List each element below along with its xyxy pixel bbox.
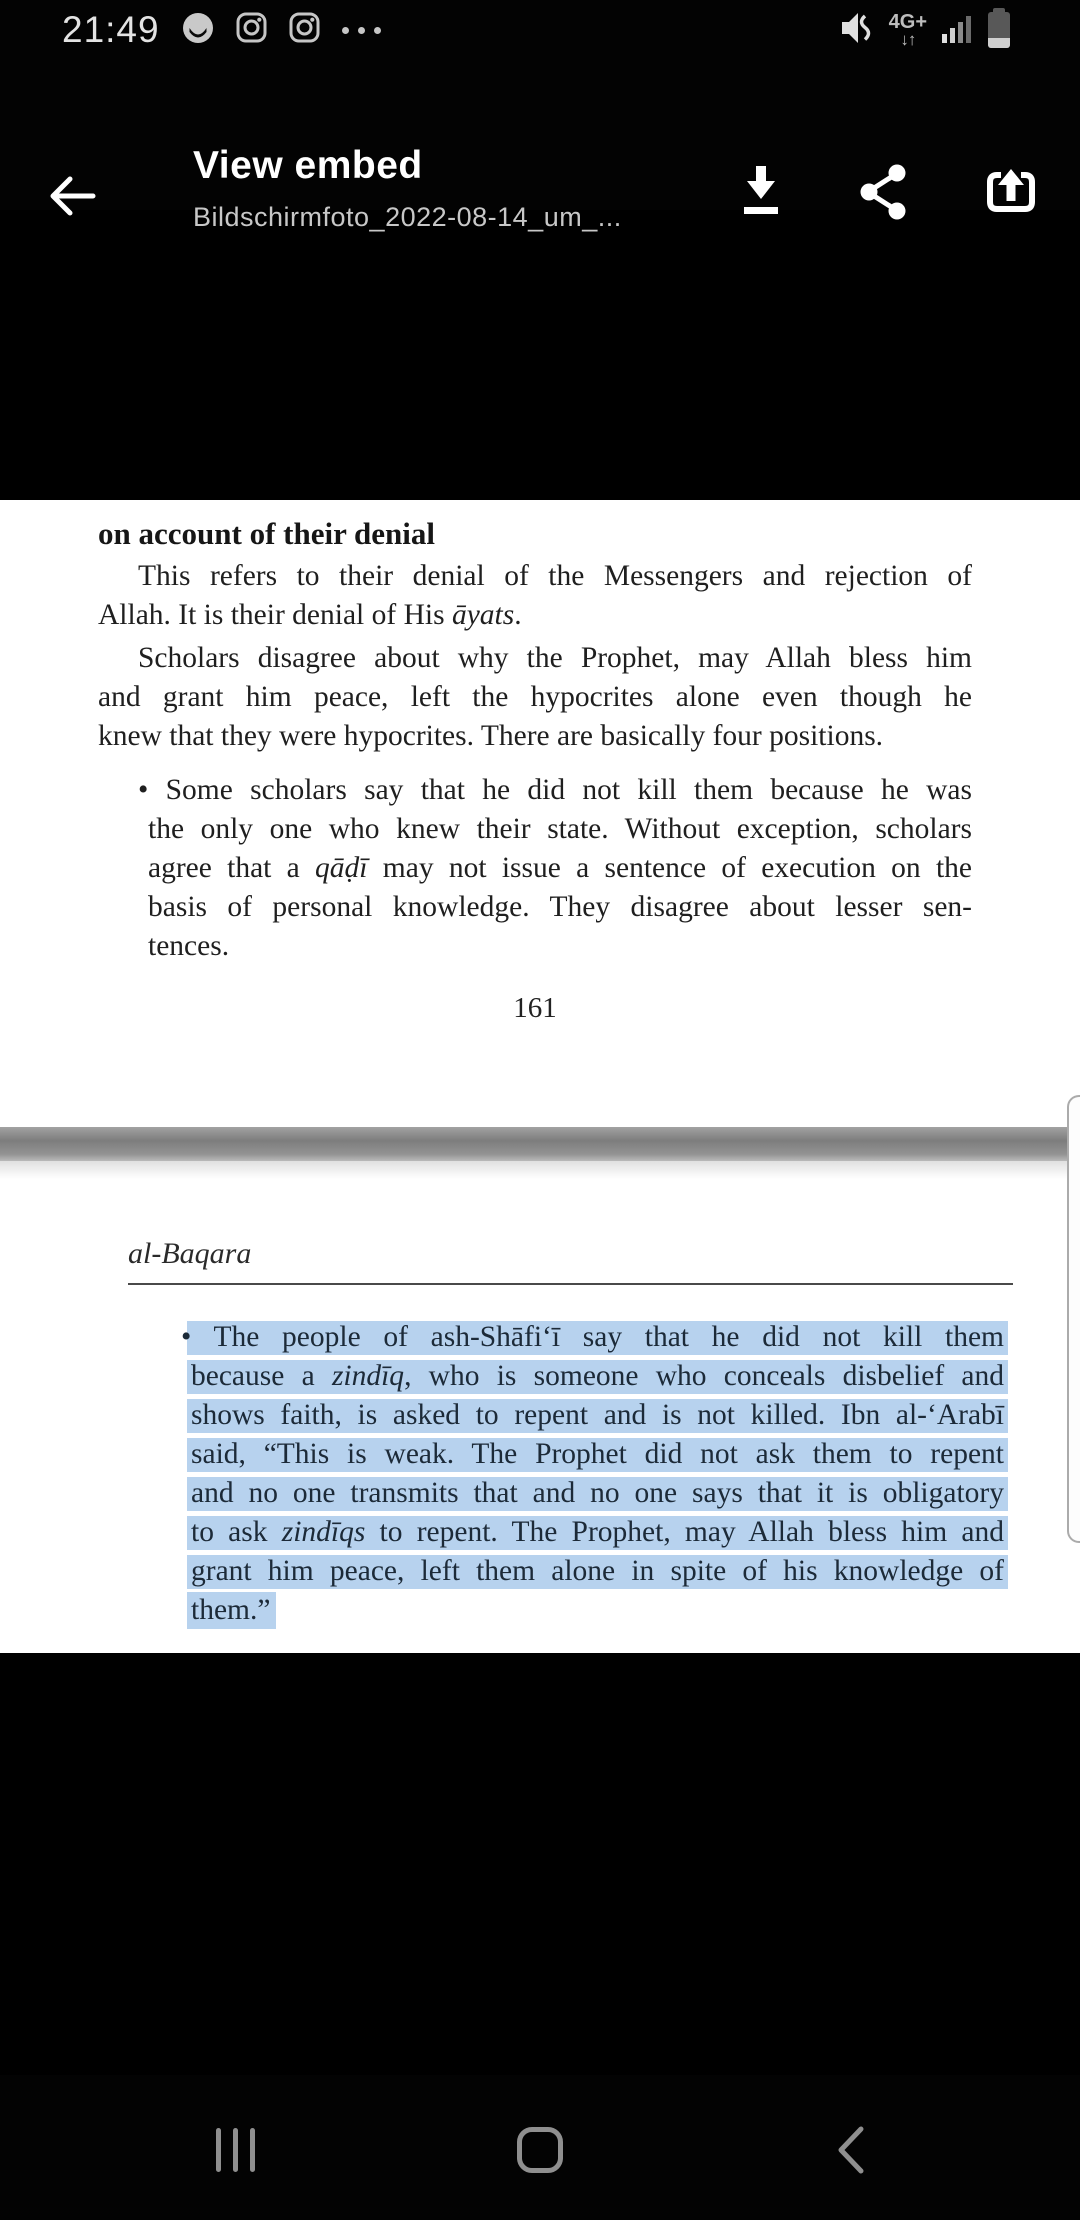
more-notifications-icon bbox=[342, 27, 381, 34]
open-in-app-button[interactable] bbox=[981, 160, 1041, 224]
highlighted-bullet-item: • The people of ash-Shāfi‘ī say that he did not kill them because a zindīq, who is someone who conceals disbelief and shows faith, is asked to repent and is not killed. Ibn al-‘Arabī said, “This is weak. The Prophet did not ask them to repent and no one transmits that and no one says that it is obligatory to ask zindīqs to repent. The Prophet, may Allah bless him and grant him peace, left them alone in spite of his knowledge of them.” bbox=[187, 1321, 1008, 1633]
smiley-app-notification-icon bbox=[182, 12, 214, 49]
recents-button[interactable] bbox=[216, 2128, 255, 2172]
document-page-2 bbox=[0, 1161, 1080, 1653]
section-heading: on account of their denial bbox=[98, 516, 435, 551]
status-bar bbox=[0, 0, 1080, 60]
download-icon bbox=[739, 165, 783, 219]
instagram-notification-icon-2 bbox=[289, 12, 320, 48]
page-separator bbox=[0, 1127, 1080, 1161]
nav-back-icon bbox=[836, 2126, 866, 2174]
open-in-app-icon bbox=[985, 168, 1037, 216]
data-activity-arrows-icon: ↓↑ bbox=[900, 30, 916, 49]
page-number: 161 bbox=[513, 992, 557, 1024]
page-title: View embed bbox=[193, 144, 423, 187]
app-header bbox=[0, 60, 1080, 232]
header-rule bbox=[128, 1283, 1013, 1285]
document-filename: Bildschirmfoto_2022-08-14_um_... bbox=[193, 202, 622, 232]
download-button[interactable] bbox=[731, 160, 791, 224]
battery-icon bbox=[988, 12, 1010, 48]
network-type-indicator: 4G+ ↓↑ bbox=[888, 11, 927, 49]
scrollbar-thumb[interactable] bbox=[1067, 1095, 1080, 1543]
running-header: al-Baqara bbox=[128, 1237, 252, 1270]
paragraph-2: Scholars disagree about why the Prophet, may Allah bless him and grant him peace, left the hypocrites alone even though he knew that they were hypocrites. There are basically four positions. bbox=[98, 642, 972, 752]
signal-strength-icon bbox=[942, 10, 973, 51]
mute-vibrate-icon bbox=[840, 9, 874, 52]
home-button[interactable] bbox=[517, 2127, 563, 2173]
bullet-item: • Some scholars say that he did not kill them because he was the only one who knew their state. Without exception, scholars agree that a qāḍī may not issue a sentence of execution on the basis of personal knowledge. They disagree about lesser sen- tences. bbox=[138, 774, 972, 962]
clock: 21:49 bbox=[62, 9, 160, 50]
paragraph-1: This refers to their denial of the Messengers and rejection of Allah. It is their denial of His āyats. bbox=[98, 560, 972, 631]
instagram-notification-icon bbox=[236, 12, 267, 48]
back-arrow-icon bbox=[46, 170, 98, 222]
back-button[interactable] bbox=[36, 160, 108, 232]
nav-back-button[interactable] bbox=[836, 2126, 866, 2179]
share-button[interactable] bbox=[853, 160, 913, 224]
share-icon bbox=[859, 163, 907, 221]
document-page-1 bbox=[0, 500, 1080, 1127]
